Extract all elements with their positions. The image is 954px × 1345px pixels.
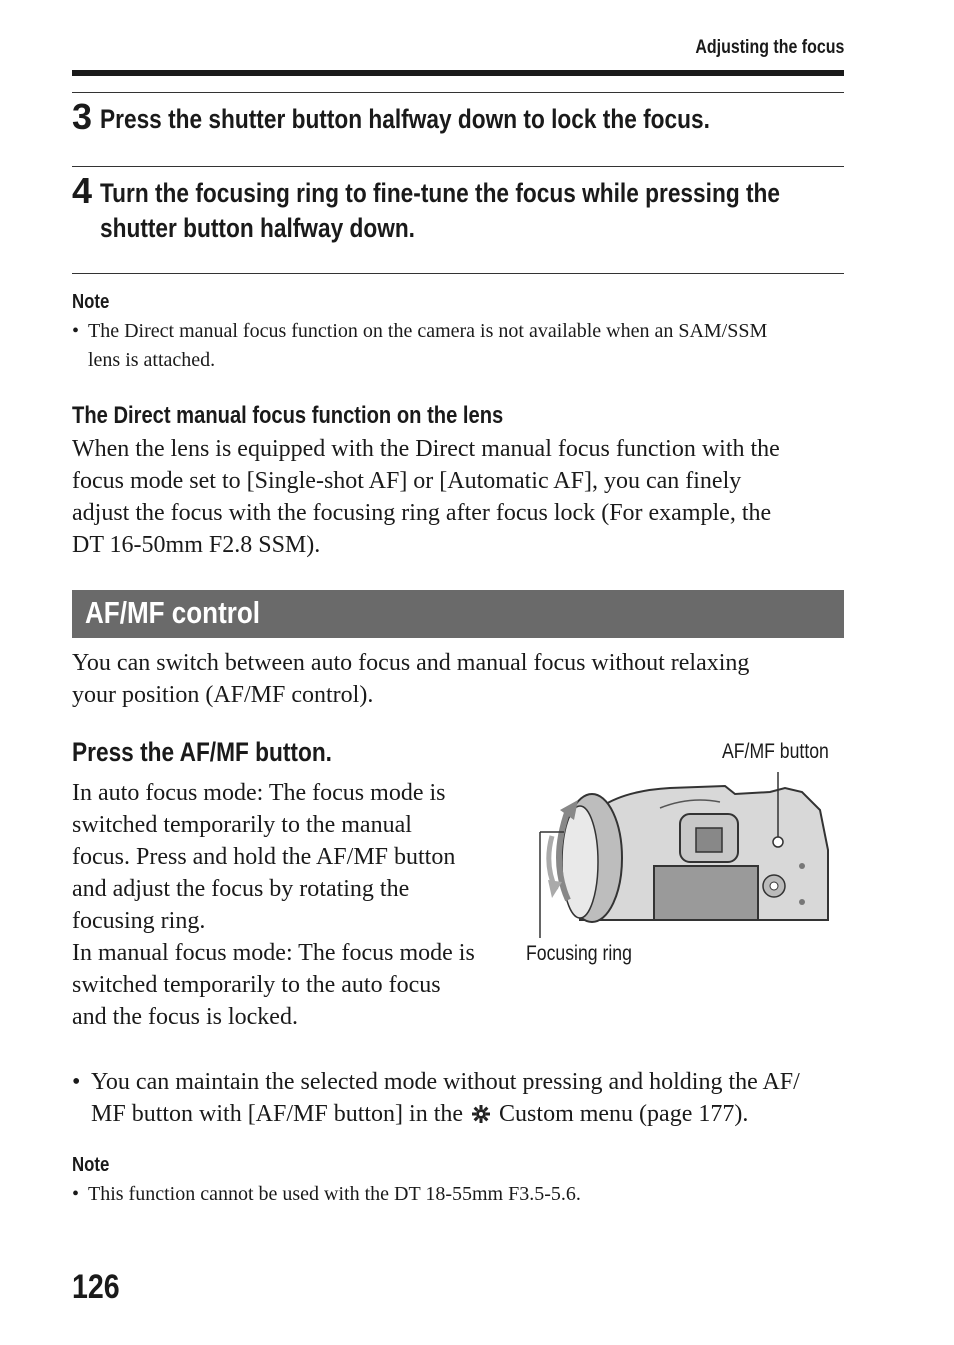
paragraph-line: DT 16-50mm F2.8 SSM). — [72, 532, 321, 558]
note-text — [88, 317, 848, 375]
step-divider — [72, 92, 844, 93]
tip-text-line: You can maintain the selected mode without pressing and holding the AF/ — [91, 1069, 800, 1095]
section-intro — [72, 647, 852, 711]
press-heading — [72, 737, 382, 768]
paragraph-line: focus mode set to [Single-shot AF] or [Automatic AF], you can finely — [72, 468, 742, 494]
paragraph-line: switched temporarily to the auto focus — [72, 972, 441, 998]
direct-mf-paragraph — [72, 433, 852, 561]
lcd-screen — [654, 866, 758, 920]
custom-menu-gear-icon — [471, 1104, 491, 1124]
section-title-text: AF/MF control — [85, 595, 261, 630]
paragraph-line: and the focus is locked. — [72, 1004, 298, 1030]
step-3-number: 3 — [72, 96, 93, 137]
step-divider — [72, 273, 844, 274]
focusing-ring — [562, 806, 598, 918]
tip-bullet: • — [72, 1069, 81, 1095]
step-4-text-line: Turn the focusing ring to fine-tune the focus while pressing the — [100, 178, 780, 208]
note-text-line: The Direct manual focus function on the camera is not available when an SAM/SSM — [88, 320, 768, 342]
step-4-text — [100, 176, 910, 246]
paragraph-line: In manual focus mode: The focus mode is — [72, 940, 475, 966]
afmf-button-icon — [773, 837, 783, 847]
paragraph-line: and adjust the focus by rotating the — [72, 876, 410, 902]
direct-mf-heading-text: The Direct manual focus function on the lens — [72, 402, 504, 429]
rotation-arrowhead — [548, 880, 562, 898]
header-rule — [72, 70, 844, 76]
step-3-text-line: Press the shutter button halfway down to lock the focus. — [100, 104, 710, 134]
tip-text-line: MF button with [AF/MF button] in the — [91, 1101, 464, 1127]
figure-label-text: AF/MF button — [722, 740, 829, 763]
paragraph-line: switched temporarily to the manual — [72, 812, 412, 838]
running-header-text: Adjusting the focus — [695, 37, 844, 58]
step-4-text-line: shutter button halfway down. — [100, 213, 415, 243]
note-text-line: lens is attached. — [88, 349, 216, 371]
note-title — [72, 291, 116, 314]
section-title — [85, 594, 293, 632]
figure-label-focusing-ring — [526, 942, 652, 966]
note-title — [72, 1154, 116, 1177]
paragraph-line: focusing ring. — [72, 908, 206, 934]
tip-text-line: Custom menu (page 177). — [499, 1101, 749, 1127]
tip-text — [91, 1066, 851, 1130]
note-bullet: • — [72, 320, 80, 342]
paragraph-line: focus. Press and hold the AF/MF button — [72, 844, 456, 870]
step-3-text — [100, 102, 826, 137]
step-divider — [72, 166, 844, 167]
note-text: This function cannot be used with the DT 18-55mm F3.5-5.6. — [88, 1183, 581, 1205]
viewfinder — [696, 828, 722, 852]
figure-label-afmf-button — [722, 740, 849, 764]
page-number — [72, 1268, 129, 1307]
paragraph-line: In auto focus mode: The focus mode is — [72, 780, 446, 806]
paragraph-line: You can switch between auto focus and manual focus without relaxing — [72, 650, 750, 676]
button-dot — [799, 863, 805, 869]
step-4-number: 4 — [72, 170, 93, 211]
note-bullet: • — [72, 1183, 80, 1205]
camera-illustration — [520, 770, 840, 945]
press-heading-text: Press the AF/MF button. — [72, 737, 332, 767]
page-number-text: 126 — [72, 1268, 120, 1306]
paragraph-line: your position (AF/MF control). — [72, 682, 374, 708]
press-paragraph — [72, 777, 512, 1033]
direct-mf-heading — [72, 402, 585, 430]
note-title-text: Note — [72, 1154, 110, 1176]
paragraph-line: adjust the focus with the focusing ring after focus lock (For example, the — [72, 500, 772, 526]
paragraph-line: When the lens is equipped with the Direct manual focus function with the — [72, 436, 780, 462]
figure-label-text: Focusing ring — [526, 942, 632, 965]
running-header — [667, 37, 844, 59]
control-dial-center — [770, 882, 778, 890]
note-title-text: Note — [72, 291, 110, 313]
button-dot — [799, 899, 805, 905]
